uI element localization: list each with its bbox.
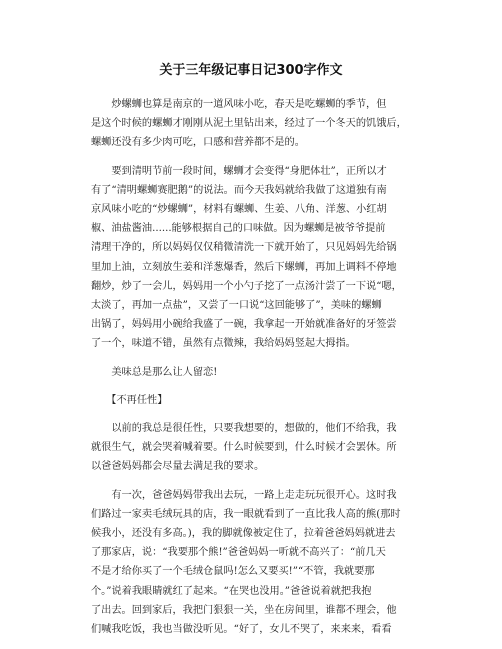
paragraph (91, 363, 413, 382)
text-line: 里加上油，立刻放生姜和洋葱爆香，然后下螺蛳，再加上调料不停地 (91, 261, 397, 273)
paragraph (91, 486, 413, 640)
text-line: 们喊我吃饭，我也当做没听见。“好了，女儿不哭了，来来来，看看 (91, 624, 392, 636)
document-body (91, 95, 413, 639)
text-line: 候我小，还没有多高。)，我的脚就像被定住了，拉着爸爸妈妈就进去 (91, 528, 396, 540)
paragraph (91, 95, 413, 153)
text-line: 是这个时候的螺蛳才刚刚从泥土里钻出来，经过了一个冬天的饥饿后， (91, 118, 407, 130)
paragraph (91, 162, 413, 354)
text-line: 有一次，爸爸妈妈带我出去玩，一路上走走玩玩很开心。这时我 (91, 489, 397, 501)
text-line: 了那家店，说：“我要那个熊!”爸爸妈妈一听就不高兴了：“前几天 (91, 547, 386, 559)
text-line: 就很生气，就会哭着喊着要。什么时候要到，什么时候才会罢休。所 (91, 442, 397, 454)
paragraph-gap (91, 477, 413, 486)
text-line: 有了“清明螺蛳赛肥鹅”的说法。而今天我妈就给我做了这道独有南 (91, 184, 387, 196)
text-line: 了一个，味道不错，虽然有点微辣，我给妈妈竖起大拇指。 (91, 338, 356, 350)
text-line: 【不再任性】 (91, 394, 168, 406)
paragraph (91, 391, 413, 410)
text-line: 个。”说着我眼睛就红了起来。“在哭也没用。”爸爸说着就把我抱 (91, 585, 372, 597)
text-line: 清理干净的，所以妈妈仅仅稍微清洗一下就开始了，只见妈妈先给锅 (91, 242, 397, 254)
paragraph-gap (91, 153, 413, 162)
paragraph-gap (91, 354, 413, 363)
text-line: 美味总是那么让人留恋! (91, 366, 218, 378)
text-line: 以爸爸妈妈都会尽量去满足我的要求。 (91, 461, 265, 473)
paragraph-gap (91, 382, 413, 391)
document-title: 关于三年级记事日记300字作文 (159, 63, 343, 78)
text-line: 太淡了，再加一点盐”，又尝了一口说“这回能够了”，美味的螺蛳 (91, 300, 382, 312)
text-line: 翻炒，炒了一会儿，妈妈用一个小勺子挖了一点汤汁尝了一下说“嗯， (91, 280, 402, 292)
text-line: 了出去。回到家后，我把门狠狠一关，坐在房间里，谁都不理会，他 (91, 604, 397, 616)
text-line: 出锅了，妈妈用小碗给我盛了一碗，我拿起一开始就准备好的牙签尝 (91, 319, 397, 331)
text-line: 们路过一家卖毛绒玩具的店，我一眼就看到了一直比我人高的熊(那时 (91, 508, 401, 520)
paragraph (91, 419, 413, 477)
text-line: 螺蛳还没有多少肉可吃，口感和营养都不是的。 (91, 137, 305, 149)
text-line: 炒螺蛳也算是南京的一道风味小吃，春天是吃螺蛳的季节，但 (91, 99, 387, 110)
text-line: 要到清明节前一段时间，螺蛳才会变得“身肥体壮”，正所以才 (91, 165, 387, 177)
paragraph-gap (91, 410, 413, 419)
text-line: 京风味小吃的“炒螺蛳”，材料有螺蛳、生姜、八角、洋葱、小红胡 (91, 204, 387, 216)
text-line: 不是才给你买了一个毛绒仓鼠吗!怎么又要买!”“不管，我就要那 (91, 566, 375, 578)
text-line: 椒、油盐酱油......能够根据自己的口味做。因为螺蛳是被爷爷提前 (91, 223, 386, 235)
text-line: 以前的我总是很任性，只要我想要的，想做的，他们不给我，我 (91, 423, 397, 435)
